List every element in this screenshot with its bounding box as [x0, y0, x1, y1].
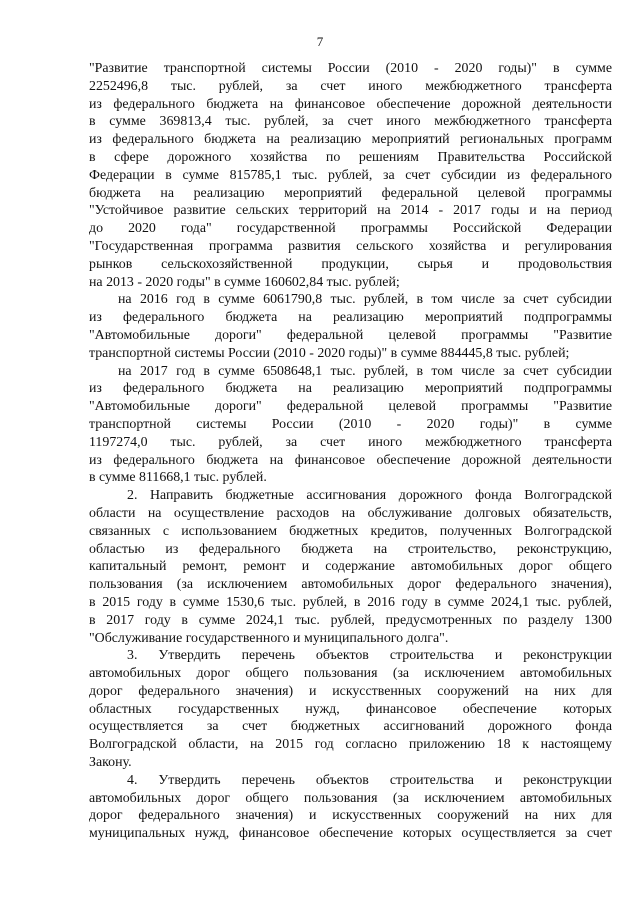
text-line: до 2020 года" государственной программы Российской Федерации [89, 221, 612, 237]
document-body [89, 60, 612, 843]
text-line: областных государственных нужд, финансовое обеспечение которых [89, 701, 612, 717]
text-line: Федерации в сумме 815785,1 тыс. рублей, за счет субсидии из федерального [89, 167, 612, 183]
text-line: 4. Утвердить перечень объектов строительства и реконструкции [127, 772, 612, 788]
text-line: дорог федерального значения) и искусственных сооружений на них для [89, 683, 612, 699]
text-line: в сумме 369813,4 тыс. рублей, за счет иного межбюджетного трансферта [89, 114, 612, 130]
text-line: в сфере дорожного хозяйства по решениям Правительства Российской [89, 149, 612, 165]
text-line: 2. Направить бюджетные ассигнования дорожного фонда Волгоградской [127, 488, 612, 504]
text-line: в 2015 году в сумме 1530,6 тыс. рублей, в 2016 году в сумме 2024,1 тыс. рублей, [89, 594, 612, 610]
text-line: на 2017 год в сумме 6508648,1 тыс. рублей, в том числе за счет субсидии [118, 363, 612, 379]
text-line: транспортной системы России (2010 - 2020 годы)" в сумме 884445,8 тыс. рублей; [89, 345, 570, 361]
text-line: "Государственная программа развития сельского хозяйства и регулирования [89, 238, 612, 254]
text-line: Волгоградской области, на 2015 год согласно приложению 18 к настоящему [89, 737, 612, 753]
text-line: пользования (за исключением автомобильных дорог федерального значения), [89, 577, 612, 593]
text-line: области на осуществление расходов на обслуживание долговых обязательств, [89, 505, 612, 521]
text-line: "Развитие транспортной системы России (2010 - 2020 годы)" в сумме [89, 61, 612, 76]
text-line: связанных с использованием бюджетных кредитов, полученных Волгоградской [89, 523, 612, 539]
text-line: "Автомобильные дороги" федеральной целевой программы "Развитие [89, 327, 612, 343]
text-line: Закону. [89, 755, 132, 771]
text-line: из федерального бюджета на финансовое обеспечение дорожной деятельности [89, 452, 612, 468]
text-line: областью из федерального бюджета на строительство, реконструкцию, [89, 541, 612, 557]
text-line: 3. Утвердить перечень объектов строительства и реконструкции [127, 648, 612, 664]
text-line: осуществляется за счет бюджетных ассигнований дорожного фонда [89, 719, 612, 735]
text-line: в 2017 году в сумме 2024,1 тыс. рублей, предусмотренных по разделу 1300 [89, 612, 612, 628]
page-number: 7 [316, 34, 324, 49]
text-line: "Обслуживание государственного и муниципального долга". [89, 630, 449, 646]
text-line: из федерального бюджета на реализацию мероприятий подпрограммы [89, 310, 612, 326]
text-line: муниципальных нужд, финансовое обеспечение которых осуществляется за счет [89, 826, 612, 842]
text-line: 1197274,0 тыс. рублей, за счет иного межбюджетного трансферта [89, 434, 612, 450]
text-line: "Устойчивое развитие сельских территорий на 2014 - 2017 годы и на период [89, 203, 612, 219]
text-line: бюджета на реализацию мероприятий федеральной целевой программы [89, 185, 612, 201]
text-line: капитальный ремонт, ремонт и содержание автомобильных дорог общего [89, 559, 612, 575]
text-line: транспортной системы России (2010 - 2020 годы)" в сумме [89, 416, 612, 432]
text-line: из федерального бюджета на реализацию мероприятий подпрограммы [89, 381, 612, 397]
text-line: дорог федерального значения) и искусственных сооружений на них для [89, 808, 612, 824]
text-line: в сумме 811668,1 тыс. рублей. [89, 470, 267, 486]
text-line: из федерального бюджета на финансовое обеспечение дорожной деятельности [89, 96, 612, 112]
text-line: автомобильных дорог общего пользования (за исключением автомобильных [89, 666, 612, 682]
text-line: из федерального бюджета на реализацию мероприятий региональных программ [89, 132, 612, 148]
text-line: рынков сельскохозяйственной продукции, сырья и продовольствия [89, 256, 612, 272]
text-line: на 2016 год в сумме 6061790,8 тыс. рублей, в том числе за счет субсидии [118, 292, 612, 308]
text-line: 2252496,8 тыс. рублей, за счет иного межбюджетного трансферта [89, 78, 612, 94]
text-line: автомобильных дорог общего пользования (за исключением автомобильных [89, 790, 612, 806]
text-line: на 2013 - 2020 годы" в сумме 160602,84 тыс. рублей; [89, 274, 400, 290]
text-line: "Автомобильные дороги" федеральной целевой программы "Развитие [89, 399, 612, 415]
